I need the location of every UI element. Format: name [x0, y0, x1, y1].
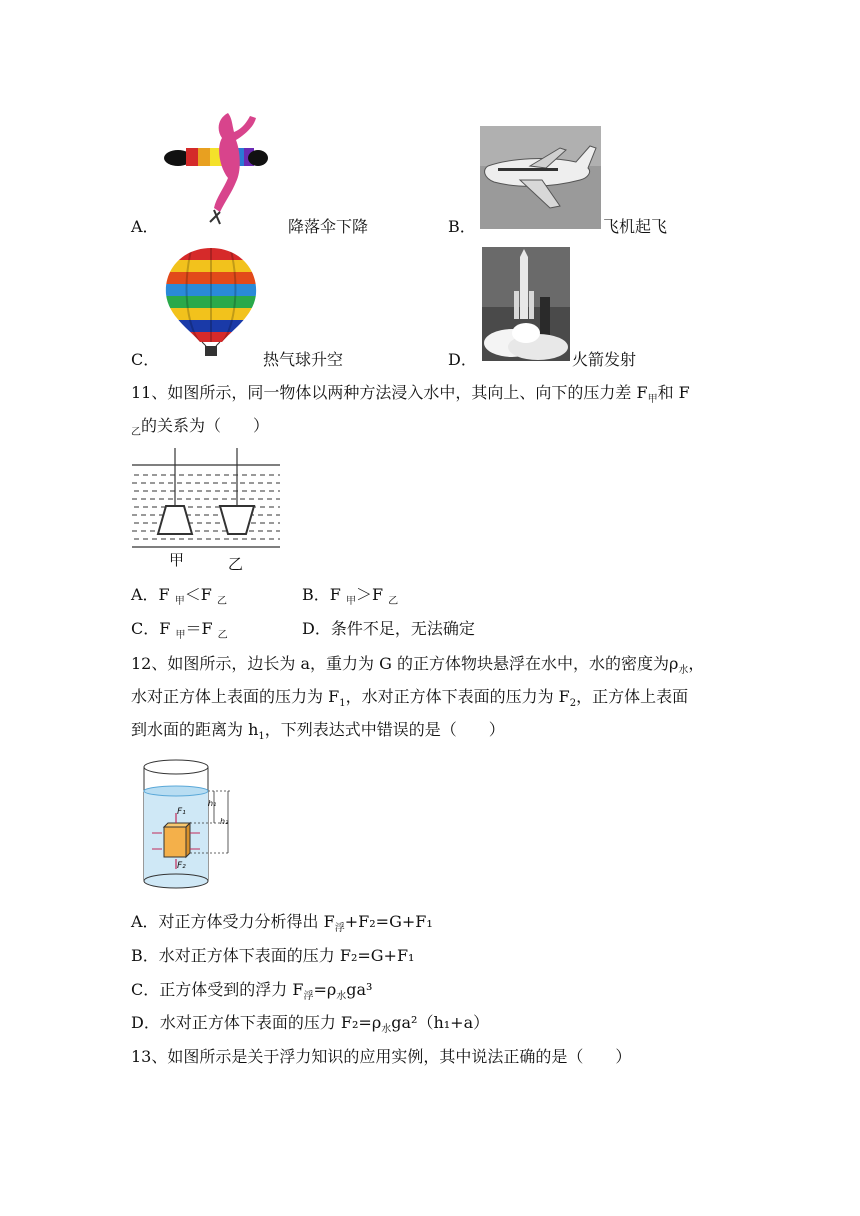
fig-h2-label: h₂ [220, 817, 229, 826]
q12-stem-line3: 到水面的距离为 $h_1$，下列表达式中错误的是（ ） [131, 720, 505, 743]
q12-option-d: D．水对正方体下表面的压力 $F_2=\rho_水ga^2(h_1+a)$ [131, 1013, 490, 1036]
q11-option-c: C．F $_甲$＝F $_乙$ [131, 619, 228, 642]
option-d-letter: D． [448, 350, 477, 369]
parachute-image [158, 108, 268, 226]
option-b-letter: B． [448, 217, 476, 236]
fig-label-yi: 乙 [228, 555, 244, 573]
fig-label-jia: 甲 [169, 551, 185, 569]
option-b-caption: 飞机起飞 [603, 217, 668, 236]
option-c-caption: 热气球升空 [263, 350, 344, 369]
q12-figure [138, 757, 248, 889]
q11-stem-line1: 11、如图所示，同一物体以两种方法浸入水中，其向上、向下的压力差 $F_甲$和 F [131, 383, 690, 406]
q11-figure [132, 448, 282, 576]
option-a-letter: A． [131, 217, 159, 236]
airplane-image [480, 126, 601, 229]
rocket-image [482, 247, 570, 361]
fig-h1-label: h₁ [208, 799, 217, 808]
q12-stem-line2: 水对正方体上表面的压力为 $F_1$，水对正方体下表面的压力为 $F_2$，正方体上表面 [131, 687, 689, 710]
q12-option-a: A．对正方体受力分析得出 $F_浮+F_2=G+F_1$ [131, 912, 433, 935]
q11-option-d: D．条件不足，无法确定 [302, 619, 475, 638]
option-d-caption: 火箭发射 [572, 350, 637, 369]
q13-stem: 13、如图所示是关于浮力知识的应用实例，其中说法正确的是（ ） [131, 1047, 632, 1066]
q12-stem-line1: 12、如图所示，边长为 a，重力为 G 的正方体物块悬浮在水中，水的密度为$\rho_水$， [131, 654, 705, 677]
q11-stem-line2: $_乙$的关系为（ ） [131, 416, 270, 439]
q12-option-c: C．正方体受到的浮力 $F_浮=\rho_水ga^3$ [131, 980, 373, 1003]
option-a-caption: 降落伞下降 [288, 217, 369, 236]
q11-option-b: B．F $_甲$＞F $_乙$ [302, 585, 399, 608]
q12-option-b: B．水对正方体下表面的压力 F₂=G+F₁ [131, 946, 415, 965]
hot-air-balloon-image [162, 246, 260, 360]
fig-f2-label: F₂ [177, 861, 186, 871]
fig-f1-label: F₁ [177, 807, 186, 817]
option-c-letter: C． [131, 350, 160, 369]
q11-option-a: A．F $_甲$＜F $_乙$ [131, 585, 227, 608]
